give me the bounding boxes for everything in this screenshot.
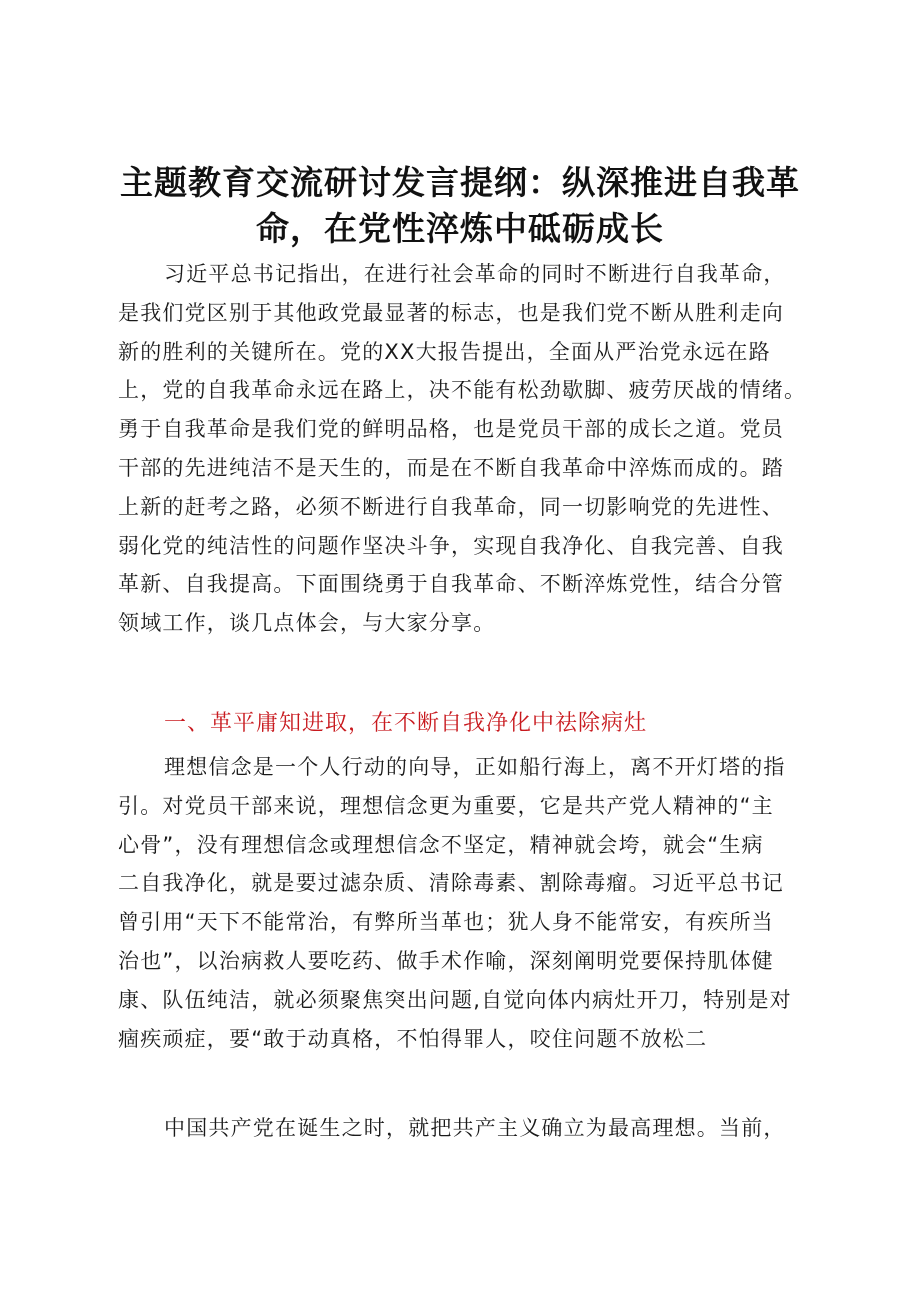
paragraph-line: 干部的先进纯洁不是天生的，而是在不断自我革命中淬炼而成的。踏 bbox=[118, 455, 784, 480]
paragraph-line: 革新、自我提高。下面围绕勇于自我革命、不断淬炼党性，结合分管 bbox=[118, 572, 784, 597]
section-heading-1: 一、革平庸知进取，在不断自我净化中祛除病灶 bbox=[164, 711, 648, 736]
paragraph-line: 治也”，以治病救人要吃药、做手术作喻，深刻阐明党要保持肌体健 bbox=[118, 948, 774, 973]
section1-paragraph bbox=[118, 748, 828, 1058]
paragraph-line: 弱化党的纯洁性的问题作坚决斗争，实现自我净化、自我完善、自我 bbox=[118, 533, 784, 558]
paragraph-line: 引。对党员干部来说，理想信念更为重要，它是共产党人精神的“主 bbox=[118, 793, 774, 818]
paragraph-line: 上新的赶考之路，必须不断进行自我革命，同一切影响党的先进性、 bbox=[118, 494, 784, 519]
intro-paragraph bbox=[118, 255, 828, 643]
paragraph-line: 康、队伍纯洁，就必须聚焦突出问题,自觉向体内病灶开刀，特别是对 bbox=[118, 987, 792, 1012]
paragraph-line: 中国共产党在诞生之时，就把共产主义确立为最高理想。当前， bbox=[164, 1116, 786, 1140]
paragraph-line: 习近平总书记指出，在进行社会革命的同时不断进行自我革命， bbox=[164, 262, 786, 286]
title-line-1: 主题教育交流研讨发言提纲：纵深推进自我革 bbox=[120, 163, 800, 202]
paragraph-line: 痼疾顽症，要“敢于动真格，不怕得罪人，咬住问题不放松二 bbox=[118, 1026, 708, 1051]
paragraph-line: 领域工作，谈几点体会，与大家分享。 bbox=[118, 611, 496, 636]
paragraph-line: 勇于自我革命是我们党的鲜明品格，也是党员干部的成长之道。党员 bbox=[118, 417, 784, 442]
closing-paragraph bbox=[118, 1109, 828, 1148]
paragraph-line: 是我们党区别于其他政党最显著的标志，也是我们党不断从胜利走向 bbox=[118, 300, 784, 325]
document-title bbox=[100, 160, 820, 252]
paragraph-line: 上，党的自我革命永远在路上，决不能有松劲歇脚、疲劳厌战的情绪。 bbox=[118, 378, 807, 403]
paragraph-line: 理想信念是一个人行动的向导，正如船行海上，离不开灯塔的指 bbox=[164, 755, 786, 779]
title-line-2: 命，在党性淬炼中砥砺成长 bbox=[256, 209, 664, 248]
paragraph-line: 曾引用“天下不能常治，有弊所当革也；犹人身不能常安，有疾所当 bbox=[118, 910, 774, 935]
paragraph-line: 新的胜利的关键所在。党的XX大报告提出，全面从严治党永远在路 bbox=[118, 339, 771, 364]
paragraph-line: 二自我净化，就是要过滤杂质、清除毒素、割除毒瘤。习近平总书记 bbox=[118, 871, 784, 896]
paragraph-line: 心骨”，没有理想信念或理想信念不坚定，精神就会垮，就会“生病 bbox=[118, 832, 764, 857]
